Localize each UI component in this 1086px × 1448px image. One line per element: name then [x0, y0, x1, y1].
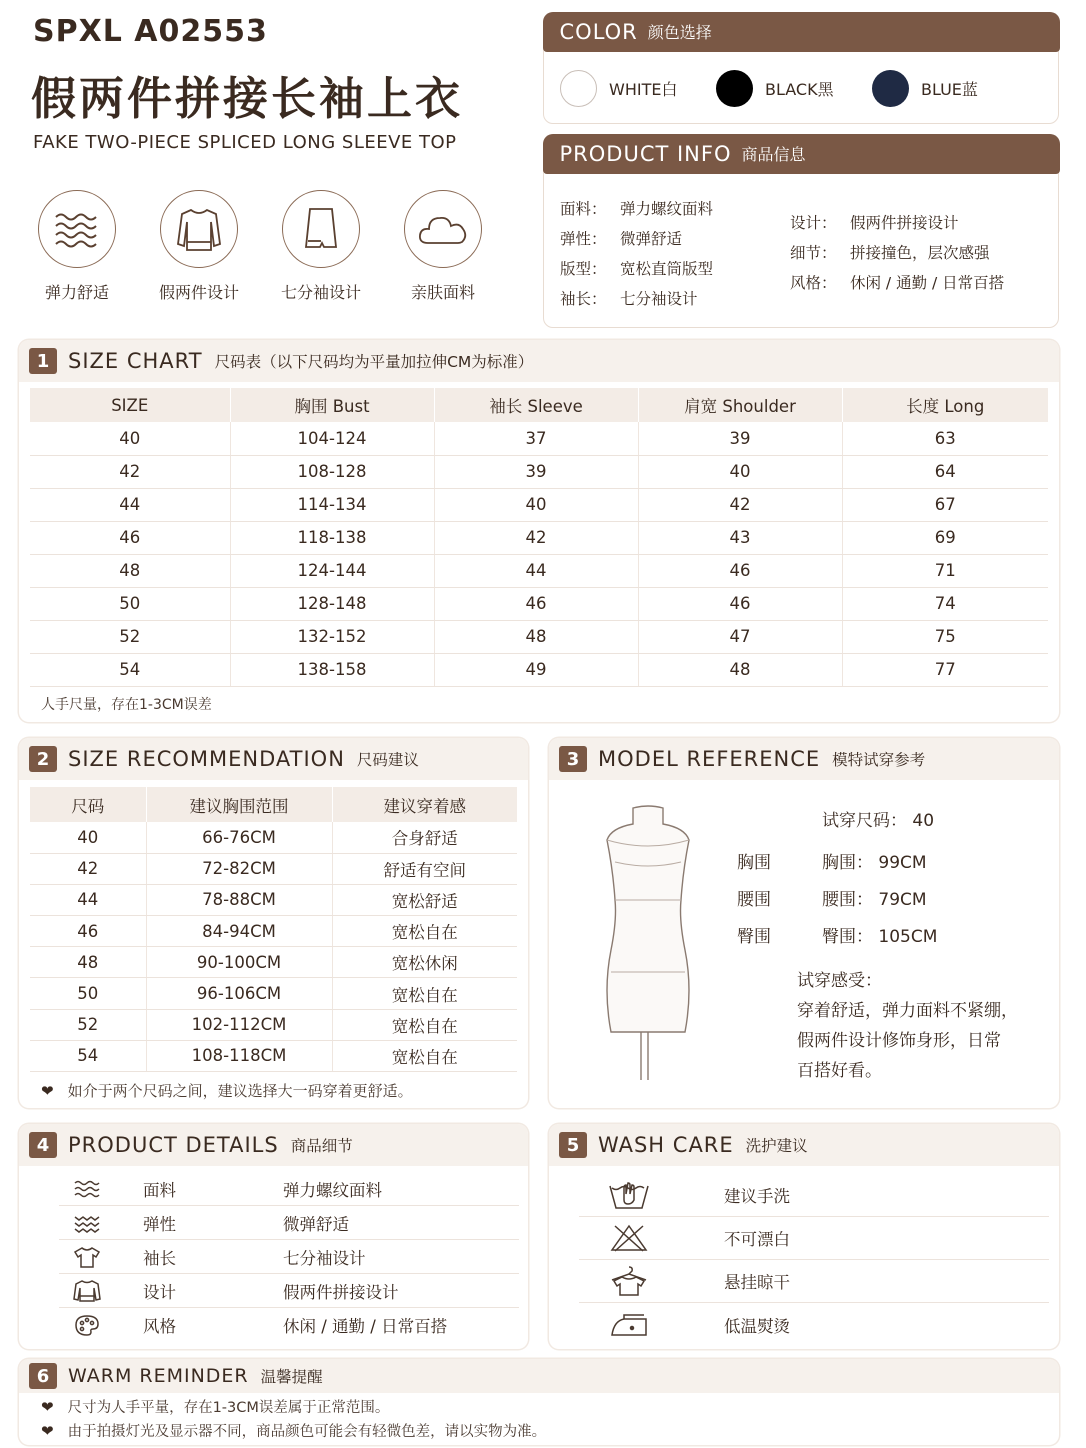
- table-cell: 132-152: [230, 620, 434, 653]
- detail-row-design: [59, 1274, 519, 1308]
- table-cell: 42: [30, 455, 230, 488]
- wash-care-section: [549, 1124, 1059, 1349]
- heart-icon: ❤: [41, 1398, 54, 1416]
- table-cell: 54: [30, 1040, 146, 1071]
- feature-fake-two-piece: [154, 190, 244, 303]
- color-label: WHITE白: [609, 80, 678, 99]
- size-chart-title-cn: 尺码表（以下尺码均为平量加拉伸CM为标准）: [214, 353, 534, 371]
- wash-text: 建议手洗: [724, 1187, 790, 1206]
- section-number: 6: [29, 1363, 57, 1389]
- table-cell: 43: [638, 521, 842, 554]
- color-option-blue[interactable]: [872, 70, 978, 107]
- table-cell: 44: [30, 488, 230, 521]
- reminder-title-cn: 温馨提醒: [260, 1368, 323, 1386]
- model-value-bust: 胸围： 99CM: [822, 853, 927, 873]
- detail-key: 风格: [143, 1317, 176, 1336]
- feature-label: 亲肤面料: [410, 283, 475, 302]
- table-cell: 宽松自在: [332, 916, 517, 947]
- color-option-black[interactable]: [716, 70, 834, 107]
- table-cell: 46: [30, 521, 230, 554]
- table-row: [30, 554, 1048, 587]
- table-cell: 90-100CM: [146, 947, 332, 978]
- table-cell: 44: [434, 554, 638, 587]
- column-header: 肩宽 Shoulder: [638, 388, 842, 422]
- reminder-title-en: WARM REMINDER: [68, 1365, 249, 1387]
- wash-title-cn: 洗护建议: [745, 1137, 808, 1155]
- table-row: [30, 653, 1048, 686]
- detail-value: 七分袖设计: [283, 1248, 366, 1268]
- table-cell: 48: [434, 620, 638, 653]
- table-cell: 40: [30, 822, 146, 853]
- wash-title-en: WASH CARE: [598, 1133, 734, 1157]
- table-cell: 46: [434, 587, 638, 620]
- low-iron-icon: [579, 1311, 679, 1339]
- heart-icon: ❤: [41, 1082, 54, 1100]
- detail-row-elasticity: [59, 1206, 519, 1240]
- table-cell: 42: [434, 521, 638, 554]
- section-number: 4: [29, 1132, 57, 1158]
- reminder-text: 尺寸为人手平量，存在1-3CM误差属于正常范围。: [67, 1400, 390, 1416]
- cloud-icon: [404, 190, 482, 268]
- table-cell: 78-88CM: [146, 884, 332, 915]
- color-label: BLUE蓝: [921, 80, 978, 99]
- table-cell: 合身舒适: [332, 822, 517, 853]
- no-bleach-icon: [579, 1223, 679, 1253]
- column-header: 袖长 Sleeve: [434, 388, 638, 422]
- table-cell: 宽松自在: [332, 1009, 517, 1040]
- info-sleeve: 袖长： 七分袖设计: [560, 290, 698, 308]
- info-fabric: 面料： 弹力螺纹面料: [560, 200, 714, 218]
- size-chart-section: [19, 340, 1059, 722]
- product-details-section: [19, 1124, 528, 1349]
- model-title-en: MODEL REFERENCE: [598, 747, 821, 771]
- color-header: [543, 12, 1060, 52]
- detail-row-fabric: [59, 1172, 519, 1206]
- table-row: [30, 853, 517, 884]
- table-header-row: [30, 388, 1048, 422]
- table-cell: 72-82CM: [146, 853, 332, 884]
- table-cell: 46: [638, 587, 842, 620]
- table-cell: 48: [638, 653, 842, 686]
- table-row: [30, 822, 517, 853]
- reminder-header: [19, 1359, 1059, 1393]
- product-info-title-cn: 商品信息: [741, 145, 806, 164]
- details-header: [19, 1124, 528, 1166]
- product-code: SPXL A02553: [33, 14, 268, 49]
- model-feel-title: 试穿感受：: [797, 971, 882, 991]
- table-cell: 40: [30, 422, 230, 455]
- wash-text: 低温熨烫: [724, 1316, 790, 1336]
- table-cell: 39: [638, 422, 842, 455]
- stretch-icon: [59, 1213, 115, 1233]
- model-trial-size: 试穿尺码： 40: [822, 811, 935, 831]
- product-info-title-en: PRODUCT INFO: [559, 141, 732, 166]
- table-cell: 宽松休闲: [332, 947, 517, 978]
- info-fit: 版型： 宽松直筒版型: [560, 260, 714, 278]
- mannequin-icon: [593, 800, 703, 1085]
- heart-icon: ❤: [41, 1422, 54, 1440]
- color-panel: [543, 12, 1059, 124]
- table-cell: 50: [30, 587, 230, 620]
- table-cell: 39: [434, 455, 638, 488]
- reminder-line: [41, 1420, 546, 1441]
- model-feel-line: 假两件设计修饰身形，日常: [797, 1031, 1001, 1051]
- table-cell: 40: [638, 455, 842, 488]
- table-row: [30, 884, 517, 915]
- size-chart-header: [19, 340, 1059, 382]
- palette-icon: [59, 1314, 115, 1336]
- detail-value: 弹力螺纹面料: [283, 1180, 382, 1200]
- table-row: [30, 587, 1048, 620]
- model-header: [549, 738, 1059, 780]
- table-cell: 138-158: [230, 653, 434, 686]
- table-cell: 108-118CM: [146, 1040, 332, 1071]
- table-cell: 71: [842, 554, 1048, 587]
- wash-header: [549, 1124, 1059, 1166]
- table-cell: 40: [434, 488, 638, 521]
- color-title-en: COLOR: [559, 19, 638, 44]
- size-chart-title-en: SIZE CHART: [68, 349, 203, 373]
- column-header: 长度 Long: [842, 388, 1048, 422]
- detail-value: 休闲 / 通勤 / 日常百搭: [283, 1317, 448, 1336]
- table-cell: 54: [30, 653, 230, 686]
- size-chart-table: [30, 388, 1048, 687]
- table-row: [30, 1040, 517, 1071]
- product-info-panel: [543, 134, 1059, 328]
- table-cell: 42: [638, 488, 842, 521]
- reminder-line: [41, 1396, 389, 1417]
- table-cell: 77: [842, 653, 1048, 686]
- table-row: [30, 488, 1048, 521]
- hand-wash-icon: [579, 1180, 679, 1210]
- model-label-waist: 腰围: [737, 890, 771, 910]
- table-cell: 46: [638, 554, 842, 587]
- model-label-bust: 胸围: [737, 853, 771, 873]
- reminder-text: 由于拍摄灯光及显示器不同，商品颜色可能会有轻微色差，请以实物为准。: [67, 1424, 547, 1440]
- column-header: SIZE: [30, 388, 230, 422]
- table-cell: 108-128: [230, 455, 434, 488]
- feature-stretch: [32, 190, 122, 303]
- section-number: 2: [29, 746, 57, 772]
- detail-key: 袖长: [143, 1248, 176, 1268]
- table-row: [30, 422, 1048, 455]
- table-cell: 124-144: [230, 554, 434, 587]
- table-cell: 42: [30, 853, 146, 884]
- size-rec-header: [19, 738, 528, 780]
- wash-row-hang-dry: [579, 1260, 1049, 1303]
- info-design: 设计： 假两件拼接设计: [790, 214, 959, 232]
- table-cell: 63: [842, 422, 1048, 455]
- table-cell: 宽松自在: [332, 978, 517, 1009]
- section-number: 5: [559, 1132, 587, 1158]
- table-cell: 44: [30, 884, 146, 915]
- table-cell: 37: [434, 422, 638, 455]
- table-row: [30, 916, 517, 947]
- warm-reminder-section: [19, 1359, 1059, 1445]
- table-cell: 114-134: [230, 488, 434, 521]
- table-cell: 96-106CM: [146, 978, 332, 1009]
- black-swatch: [716, 70, 753, 107]
- detail-key: 弹性: [143, 1214, 176, 1234]
- feature-label: 假两件设计: [158, 283, 239, 302]
- model-feel-line: 穿着舒适，弹力面料不紧绷，: [797, 1001, 1018, 1021]
- wash-text: 不可漂白: [724, 1230, 790, 1249]
- hang-dry-icon: [579, 1265, 679, 1297]
- size-chart-note: 人手尺量，存在1-3CM误差: [41, 697, 212, 713]
- info-elasticity: 弹性： 微弹舒适: [560, 230, 683, 248]
- table-cell: 49: [434, 653, 638, 686]
- model-feel-line: 百搭好看。: [797, 1061, 882, 1081]
- details-title-cn: 商品细节: [290, 1137, 353, 1155]
- feature-skin-friendly: [398, 190, 488, 303]
- detail-key: 设计: [143, 1282, 176, 1302]
- column-header: 尺码: [30, 787, 146, 822]
- model-value-hip: 臀围： 105CM: [822, 927, 938, 947]
- size-recommendation-section: [19, 738, 528, 1108]
- table-cell: 47: [638, 620, 842, 653]
- table-cell: 48: [30, 554, 230, 587]
- section-number: 3: [559, 746, 587, 772]
- table-cell: 74: [842, 587, 1048, 620]
- wash-row-hand-wash: [579, 1174, 1049, 1217]
- table-header-row: [30, 787, 517, 822]
- table-cell: 46: [30, 916, 146, 947]
- table-cell: 64: [842, 455, 1048, 488]
- feature-label: 七分袖设计: [280, 283, 361, 302]
- column-header: 建议穿着感: [332, 787, 517, 822]
- table-cell: 宽松自在: [332, 1040, 517, 1071]
- table-row: [30, 455, 1048, 488]
- table-cell: 50: [30, 978, 146, 1009]
- size-rec-title-cn: 尺码建议: [356, 751, 419, 769]
- table-cell: 52: [30, 1009, 146, 1040]
- sleeve-icon: [282, 190, 360, 268]
- info-detail: 细节： 拼接撞色，层次感强: [790, 244, 990, 262]
- size-rec-note-text: 如介于两个尺码之间，建议选择大一码穿着更舒适。: [67, 1082, 413, 1100]
- detail-value: 微弹舒适: [283, 1214, 349, 1234]
- color-label: BLACK黑: [765, 80, 834, 99]
- table-row: [30, 521, 1048, 554]
- table-cell: 102-112CM: [146, 1009, 332, 1040]
- table-cell: 75: [842, 620, 1048, 653]
- feature-label: 弹力舒适: [44, 283, 109, 302]
- detail-row-style: [59, 1308, 519, 1342]
- table-row: [30, 620, 1048, 653]
- blue-swatch: [872, 70, 909, 107]
- detail-row-sleeve: [59, 1240, 519, 1274]
- size-rec-table: [30, 787, 517, 1072]
- color-title-cn: 颜色选择: [647, 23, 712, 42]
- table-cell: 66-76CM: [146, 822, 332, 853]
- wash-row-low-iron: [579, 1303, 1049, 1346]
- table-cell: 52: [30, 620, 230, 653]
- color-option-white[interactable]: [560, 70, 677, 107]
- detail-key: 面料: [143, 1180, 176, 1200]
- shirt-icon: [160, 190, 238, 268]
- size-rec-title-en: SIZE RECOMMENDATION: [68, 747, 345, 771]
- model-reference-section: [549, 738, 1059, 1108]
- column-header: 建议胸围范围: [146, 787, 332, 822]
- white-swatch: [560, 70, 597, 107]
- table-cell: 舒适有空间: [332, 853, 517, 884]
- wave-lines-icon: [59, 1179, 115, 1199]
- product-title: 假两件拼接长袖上衣: [31, 72, 464, 125]
- table-cell: 48: [30, 947, 146, 978]
- table-cell: 128-148: [230, 587, 434, 620]
- product-subtitle: FAKE TWO-PIECE SPLICED LONG SLEEVE TOP: [33, 132, 457, 153]
- info-style: 风格： 休闲 / 通勤 / 日常百搭: [790, 274, 1005, 292]
- wave-lines-icon: [38, 190, 116, 268]
- table-row: [30, 1009, 517, 1040]
- model-value-waist: 腰围： 79CM: [822, 890, 927, 910]
- table-cell: 67: [842, 488, 1048, 521]
- table-cell: 84-94CM: [146, 916, 332, 947]
- section-number: 1: [29, 348, 57, 374]
- layered-shirt-icon: [59, 1279, 115, 1303]
- wash-row-no-bleach: [579, 1217, 1049, 1260]
- table-cell: 69: [842, 521, 1048, 554]
- detail-value: 假两件拼接设计: [283, 1282, 399, 1302]
- column-header: 胸围 Bust: [230, 388, 434, 422]
- size-rec-note: [41, 1080, 413, 1101]
- table-row: [30, 947, 517, 978]
- product-info-header: [543, 134, 1060, 174]
- tshirt-icon: [59, 1246, 115, 1268]
- table-cell: 宽松舒适: [332, 884, 517, 915]
- model-title-cn: 模特试穿参考: [832, 751, 926, 769]
- feature-sleeve: [276, 190, 366, 303]
- table-cell: 104-124: [230, 422, 434, 455]
- details-title-en: PRODUCT DETAILS: [68, 1133, 279, 1157]
- table-cell: 118-138: [230, 521, 434, 554]
- model-label-hip: 臀围: [737, 927, 771, 947]
- table-row: [30, 978, 517, 1009]
- wash-text: 悬挂晾干: [724, 1273, 790, 1292]
